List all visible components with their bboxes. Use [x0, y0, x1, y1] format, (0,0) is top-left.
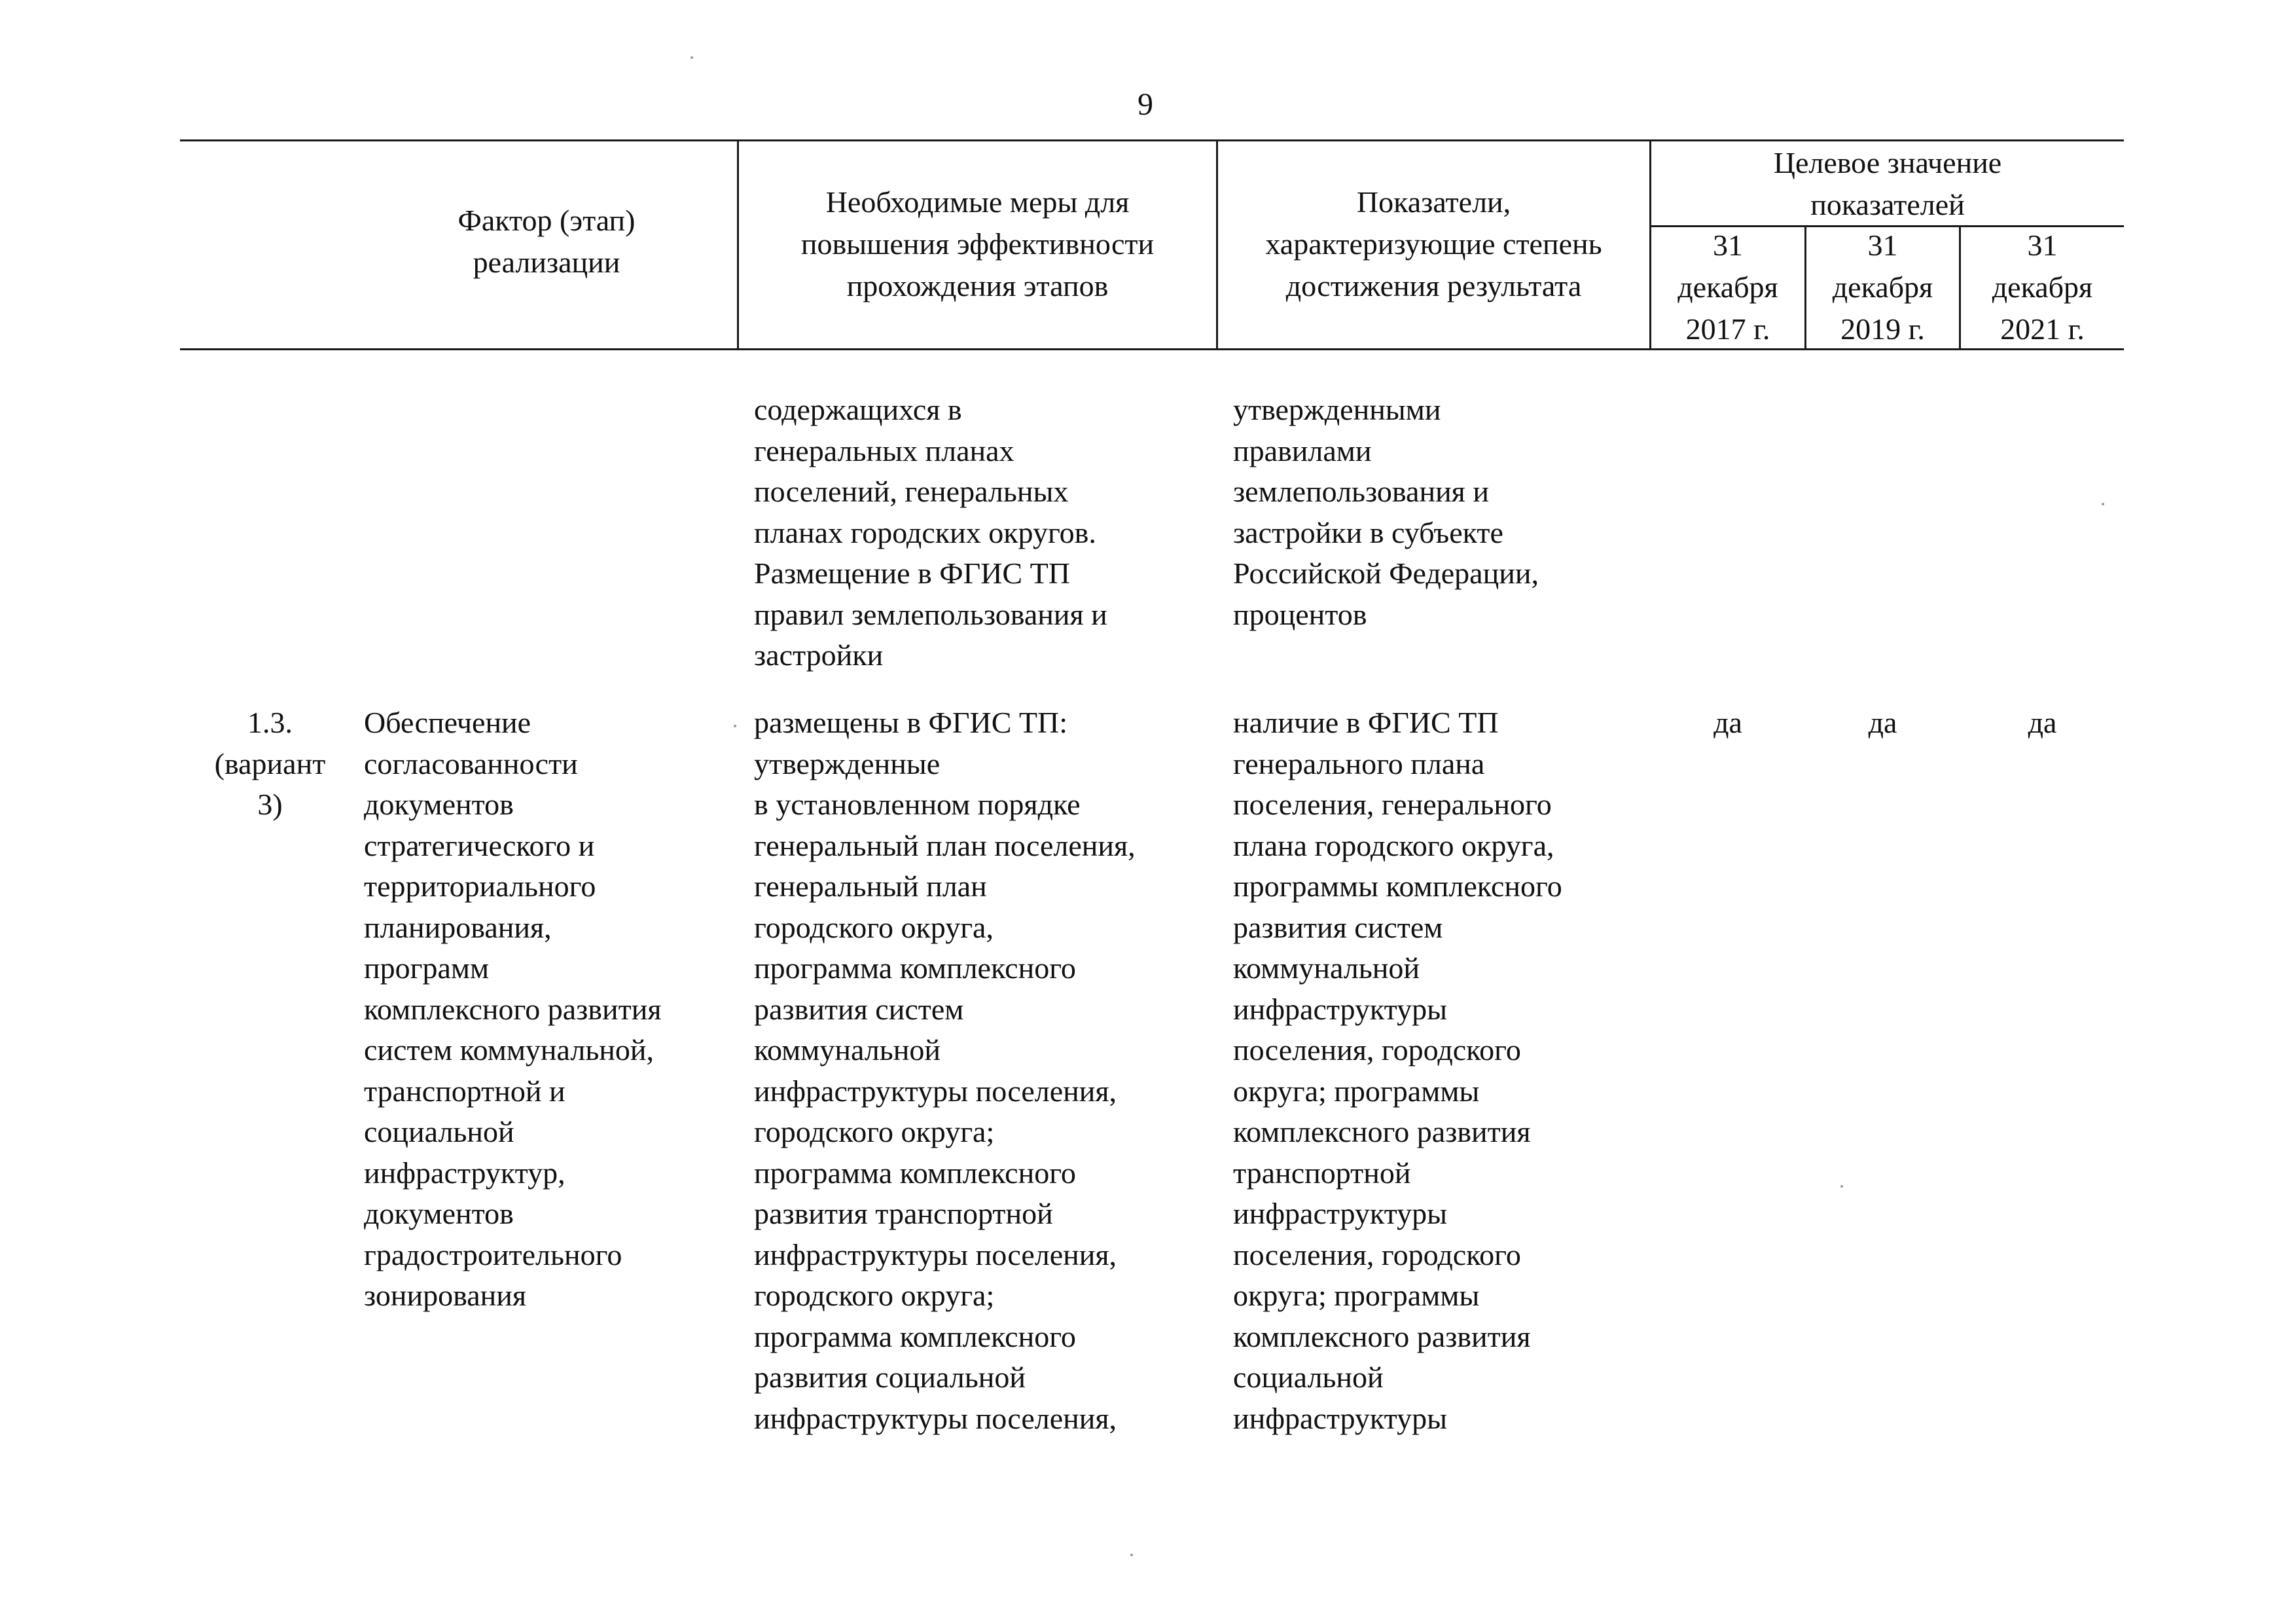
- header-measures: Необходимые меры для повышения эффективности прохождения этапов: [800, 185, 1155, 302]
- row-target-2021: да: [2028, 706, 2057, 739]
- scan-speck: [691, 56, 693, 59]
- row-indicators: наличие в ФГИС ТП генерального плана поселения, генерального плана городского округа, программы комплексного развития систем коммунальной инфраструктуры поселения, городского округа; программы комплексного развития транспортной инфраструктуры поселения, городского округа; программы комплексного развития социальной инфраструктуры: [1233, 706, 1562, 1435]
- row-measures: размещены в ФГИС ТП: утвержденные в установленном порядке генеральный план поселения, генеральный план городского округа, программа комплексного развития систем коммунальной инфраструктуры поселения, городского округа; программа комплексного развития транспортной инфраструктуры поселения, городского округа; программа комплексного развития социальной инфраструктуры поселения,: [754, 706, 1136, 1435]
- header-target-group: Целевое значение показателей: [1773, 146, 2002, 221]
- header-factor: Фактор (этап) реализации: [457, 204, 636, 279]
- continuation-indicators: утвержденными правилами землепользования и застройки в субъекте Российской Федерации, процентов: [1233, 393, 1539, 631]
- header-target-2019: 31 декабря 2019 г.: [1832, 228, 1933, 346]
- header-target-2021: 31 декабря 2021 г.: [1992, 228, 2093, 346]
- page-number: 9: [1138, 87, 1153, 122]
- header-target-2017: 31 декабря 2017 г.: [1677, 228, 1778, 346]
- header-indicators: Показатели, характеризующие степень достижения результата: [1265, 185, 1602, 302]
- row-number: 1.3. (вариант 3): [214, 706, 326, 821]
- row-target-2017: да: [1713, 706, 1742, 739]
- scan-speck: [1130, 1554, 1133, 1556]
- row-target-2019: да: [1868, 706, 1897, 739]
- continuation-measures: содержащихся в генеральных планах поселений, генеральных планах городских округов. Размещение в ФГИС ТП правил землепользования и застройки: [754, 393, 1107, 672]
- scan-speck: [1840, 1185, 1843, 1188]
- scan-speck: [734, 725, 736, 727]
- header-top-rule: [180, 139, 2124, 141]
- row-factor: Обеспечение согласованности документов стратегического и территориального планирования, программ комплексного развития систем коммунальной, транспортной и социальной инфраструктур, документов градостроительного зонирования: [364, 706, 662, 1312]
- scan-speck: [2102, 503, 2104, 505]
